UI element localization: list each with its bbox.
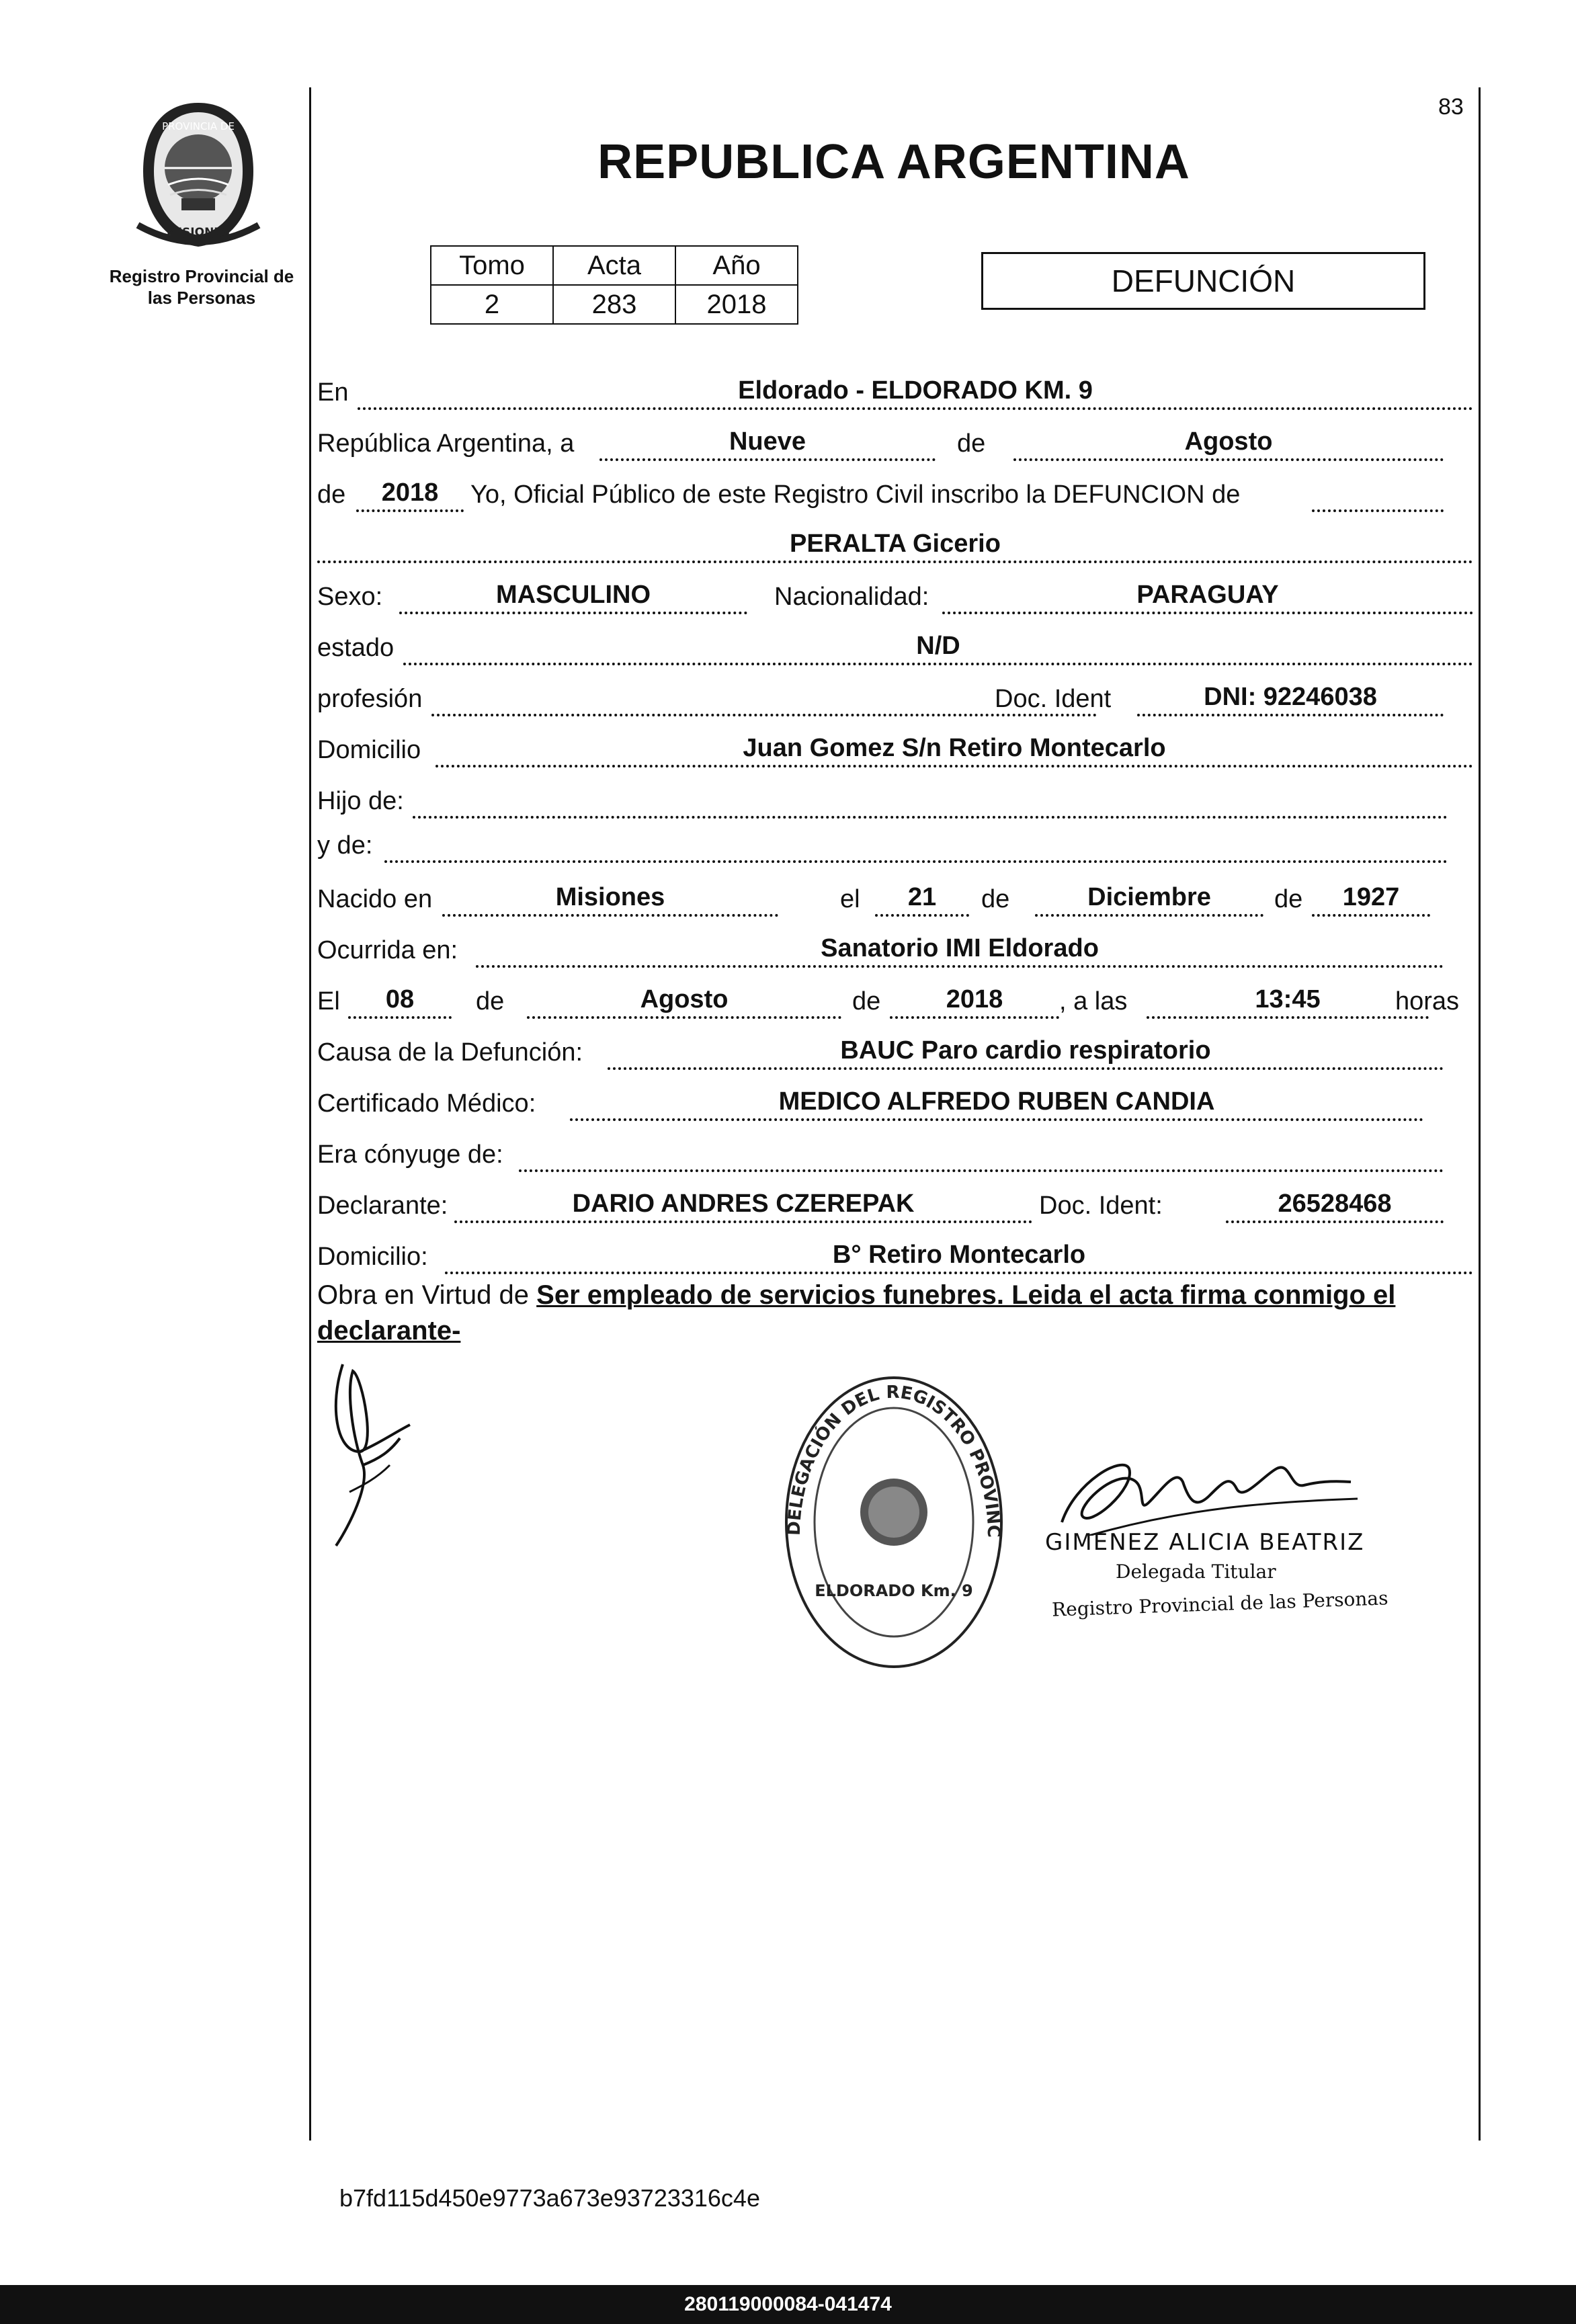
tomo-header: Tomo	[431, 246, 553, 285]
day-words-field: Nueve	[599, 425, 936, 461]
certificado-label: Certificado Médico:	[317, 1089, 536, 1118]
de-label: de	[957, 429, 986, 458]
death-day-field: 08	[348, 983, 452, 1019]
nacionalidad-label: Nacionalidad:	[774, 583, 929, 611]
official-signature	[1048, 1442, 1364, 1536]
svg-text:PROVINCIA DE: PROVINCIA DE	[162, 120, 235, 132]
death-de1-label: de	[476, 987, 505, 1015]
document-type-box: DEFUNCIÓN	[981, 252, 1425, 310]
svg-text:MISIONES: MISIONES	[166, 226, 231, 239]
tomo-value: 2	[431, 285, 553, 324]
obra-line	[317, 1280, 1395, 1311]
doc-ident-field: DNI: 92246038	[1137, 680, 1444, 716]
death-de2-label: de	[852, 987, 881, 1015]
domicilio-label: Domicilio	[317, 736, 421, 764]
page-title: REPUBLICA ARGENTINA	[597, 135, 1190, 189]
official-role: Delegada Titular	[1116, 1561, 1276, 1583]
birth-year-field: 1927	[1312, 880, 1430, 917]
decl-domicilio-label: Domicilio:	[317, 1243, 428, 1271]
sexo-label: Sexo:	[317, 583, 383, 611]
occurred-row	[317, 929, 1475, 970]
hijo-field	[413, 782, 1448, 819]
domicilio-field: Juan Gomez S/n Retiro Montecarlo	[436, 731, 1473, 767]
declarant-signature	[323, 1351, 430, 1552]
birth-de1-label: de	[981, 885, 1010, 913]
mother-row	[317, 824, 1475, 866]
official-name: GIMENEZ ALICIA BEATRIZ	[1045, 1529, 1365, 1556]
death-year-field: 2018	[890, 983, 1059, 1019]
death-time-field: 13:45	[1147, 983, 1429, 1019]
hijo-label: Hijo de:	[317, 787, 404, 815]
doc-ident-label: Doc. Ident	[995, 685, 1112, 713]
causa-label: Causa de la Defunción:	[317, 1038, 583, 1067]
decl-domicilio-field: B° Retiro Montecarlo	[445, 1238, 1473, 1274]
horas-label: horas	[1395, 987, 1460, 1015]
statement-row	[317, 473, 1475, 515]
death-date-row	[317, 980, 1475, 1022]
place-row	[317, 371, 1475, 413]
el-label: el	[840, 885, 860, 913]
anio-header: Año	[675, 246, 798, 285]
anio-value: 2018	[675, 285, 798, 324]
nacionalidad-field: PARAGUAY	[942, 578, 1473, 614]
obra-label: Obra en Virtud de	[317, 1280, 530, 1310]
decl-doc-label: Doc. Ident:	[1039, 1192, 1163, 1220]
alas-label: , a las	[1059, 987, 1128, 1015]
svg-text:ELDORADO Km. 9: ELDORADO Km. 9	[815, 1581, 973, 1600]
svg-text:DELEGACIÓN DEL REGISTRO PROVIN: DELEGACIÓN DEL REGISTRO PROVINC	[784, 1382, 1004, 1538]
year-field: 2018	[356, 476, 464, 512]
year-prefix-label: de	[317, 481, 346, 509]
republica-label: República Argentina, a	[317, 429, 575, 458]
address-row	[317, 729, 1475, 770]
birth-de2-label: de	[1274, 885, 1303, 913]
document-hash: b7fd115d450e9773a673e93723316c4e	[339, 2184, 760, 2212]
right-margin-line	[1479, 87, 1481, 2141]
death-month-field: Agosto	[527, 983, 841, 1019]
cause-row	[317, 1031, 1475, 1073]
obra-text: Ser empleado de servicios funebres. Leida el acta firma conmigo el	[536, 1280, 1396, 1310]
page-number: 83	[1438, 94, 1464, 120]
declarante-field: DARIO ANDRES CZEREPAK	[454, 1187, 1032, 1223]
profesion-label: profesión	[317, 685, 423, 713]
deceased-name-row	[317, 524, 1475, 566]
date-row	[317, 422, 1475, 464]
registry-name: Registro Provincial de las Personas	[109, 266, 294, 308]
statement-blank	[1312, 476, 1444, 512]
official-registry: Registro Provincial de las Personas	[1051, 1587, 1388, 1621]
declarant-address-row	[317, 1235, 1475, 1277]
spouse-row	[317, 1133, 1475, 1175]
conyuge-label: Era cónyuge de:	[317, 1140, 503, 1169]
barcode-number-bar: 280119000084-041474	[0, 2285, 1576, 2324]
birth-month-field: Diciembre	[1035, 880, 1263, 917]
acta-header: Acta	[553, 246, 675, 285]
obra-text-continued: declarante-	[317, 1316, 461, 1345]
certificate-row	[317, 1082, 1475, 1124]
acta-value: 283	[553, 285, 675, 324]
father-row	[317, 780, 1475, 821]
deceased-name-field: PERALTA Gicerio	[317, 527, 1473, 563]
birth-place-field: Misiones	[442, 880, 778, 917]
estado-field: N/D	[403, 629, 1473, 665]
en-label: En	[317, 378, 349, 407]
yde-label: y de:	[317, 831, 373, 860]
profession-doc-row	[317, 677, 1475, 719]
month-field: Agosto	[1013, 425, 1444, 461]
ocurrida-field: Sanatorio IMI Eldorado	[476, 931, 1444, 968]
sexo-field: MASCULINO	[399, 578, 747, 614]
official-seal	[773, 1368, 1015, 1684]
nacido-label: Nacido en	[317, 885, 433, 913]
declarant-row	[317, 1184, 1475, 1226]
birth-day-field: 21	[875, 880, 969, 917]
sex-nationality-row	[317, 575, 1475, 617]
el2-label: El	[317, 987, 340, 1015]
volume-act-year-table	[430, 245, 798, 325]
certificado-field: MEDICO ALFREDO RUBEN CANDIA	[570, 1085, 1423, 1121]
yde-field	[384, 827, 1448, 863]
place-field: Eldorado - ELDORADO KM. 9	[358, 374, 1473, 410]
declarante-label: Declarante:	[317, 1192, 448, 1220]
birth-row	[317, 878, 1475, 919]
conyuge-field	[519, 1136, 1444, 1172]
statement-text: Yo, Oficial Público de este Registro Civil inscribo la DEFUNCION de	[470, 481, 1241, 509]
province-coat-of-arms-logo	[124, 97, 272, 252]
civil-status-row	[317, 626, 1475, 668]
left-margin-line	[309, 87, 311, 2141]
ocurrida-label: Ocurrida en:	[317, 936, 458, 964]
estado-label: estado	[317, 634, 395, 662]
decl-doc-field: 26528468	[1226, 1187, 1444, 1223]
causa-field: BAUC Paro cardio respiratorio	[608, 1034, 1444, 1070]
